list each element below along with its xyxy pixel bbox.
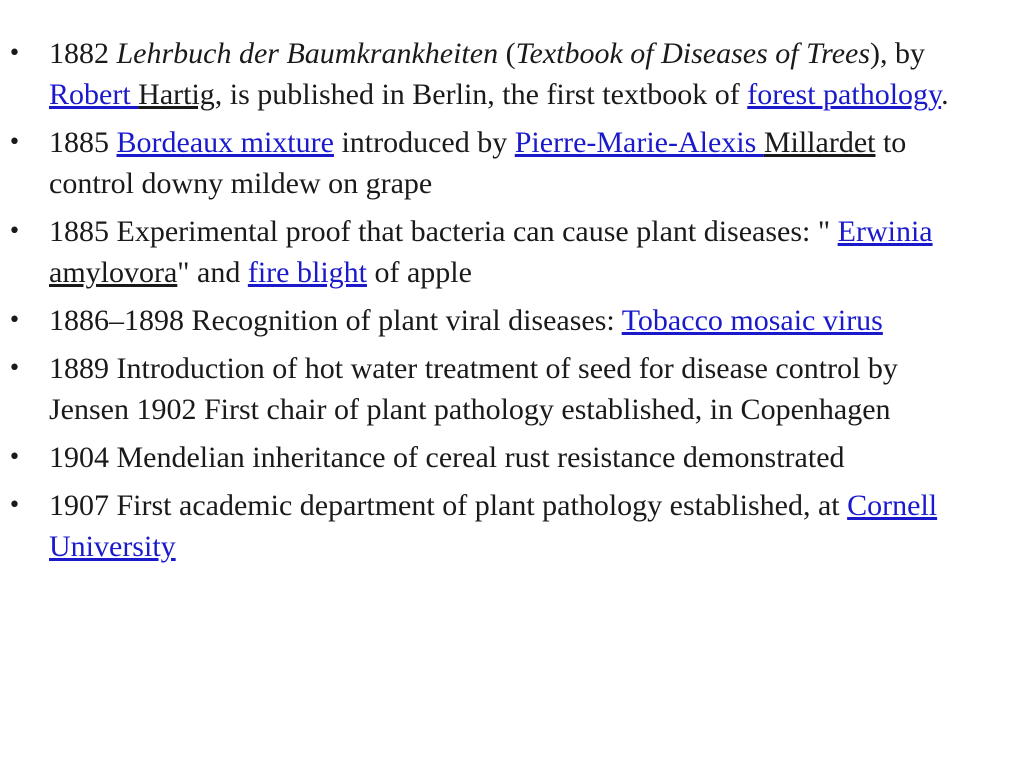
link-erwinia[interactable]: Erwinia: [837, 215, 933, 248]
bullet-icon: •: [8, 219, 21, 244]
link-tobacco-mosaic-virus[interactable]: Tobacco mosaic virus: [621, 304, 883, 337]
link-fire-blight[interactable]: fire blight: [247, 256, 367, 289]
link-hartig[interactable]: Hartig: [138, 78, 215, 111]
bullet-icon: •: [8, 493, 21, 518]
bullet-1885-bordeaux: [0, 122, 1000, 204]
bullet-1889: [0, 348, 1000, 430]
text-year: 1885: [49, 126, 117, 159]
text: " and: [177, 256, 248, 289]
text: introduced by: [333, 126, 515, 159]
book-title-english: Textbook of Diseases of Trees: [515, 37, 871, 70]
text: 1904 Mendelian inheritance of cereal rust resistance demonstrated: [49, 441, 845, 474]
text: .: [941, 78, 949, 111]
text: of apple: [367, 256, 472, 289]
bullet-1882: [0, 33, 1000, 115]
bullet-icon: •: [8, 445, 21, 470]
bullet-icon: •: [8, 130, 21, 155]
text-year: 1882: [49, 37, 117, 70]
book-title-german: Lehrbuch der Baumkrankheiten: [116, 37, 499, 70]
text: ), by: [870, 37, 926, 70]
text: 1885 Experimental proof that bacteria can cause plant diseases: ": [49, 215, 838, 248]
bullet-icon: •: [8, 41, 21, 66]
text: 1907 First academic department of plant pathology established, at: [49, 489, 848, 522]
bullet-1904: [0, 437, 1000, 478]
text: , is published in Berlin, the first textbook of: [214, 78, 748, 111]
timeline-bullet-list: [0, 33, 1000, 574]
bullet-icon: •: [8, 356, 21, 381]
text: to control downy mildew on grape: [49, 126, 907, 200]
text: (: [498, 37, 516, 70]
link-pierre-marie-alexis[interactable]: Pierre-Marie-Alexis: [514, 126, 764, 159]
bullet-1886-1898: [0, 300, 1000, 341]
link-robert[interactable]: Robert: [49, 78, 139, 111]
link-forest-pathology[interactable]: forest pathology: [747, 78, 942, 111]
link-millardet[interactable]: Millardet: [763, 126, 876, 159]
text: 1886–1898 Recognition of plant viral diseases:: [49, 304, 622, 337]
bullet-1907: [0, 485, 1000, 567]
link-bordeaux-mixture[interactable]: Bordeaux mixture: [116, 126, 334, 159]
link-cornell-university[interactable]: Cornell University: [49, 489, 938, 563]
bullet-icon: •: [8, 308, 21, 333]
text: 1889 Introduction of hot water treatment of seed for disease control by Jensen 1902 First chair of plant pathology established, in Copenhagen: [49, 352, 898, 426]
bullet-1885-bacteria: [0, 211, 1000, 293]
link-amylovora[interactable]: amylovora: [49, 256, 178, 289]
